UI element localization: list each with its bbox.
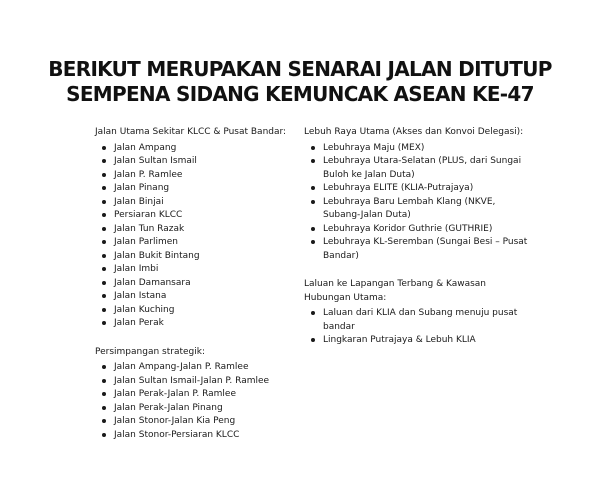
list-item: Lingkaran Putrajaya & Lebuh KLIA [304,334,532,348]
main-roads-list [95,142,295,331]
section-heading-junctions: Persimpangan strategik: [95,346,205,357]
section-highways [304,126,532,263]
list-item: Jalan Parlimen [95,236,295,250]
list-item: Jalan Stonor-Persiaran KLCC [95,429,295,443]
highways-list [304,142,532,264]
section-spacer [95,331,295,346]
section-heading-main-roads: Jalan Utama Sekitar KLCC & Pusat Bandar: [95,127,287,137]
right-column [304,126,532,348]
section-airport-routes [304,278,532,348]
list-item: Jalan Perak [95,317,295,331]
list-item: Lebuhraya Koridor Guthrie (GUTHRIE) [304,223,532,237]
list-item: Persiaran KLCC [95,209,295,223]
list-item: Jalan Kuching [95,304,295,318]
section-heading-airport-routes: Laluan ke Lapangan Terbang & Kawasan Hubungan Utama: [304,279,486,303]
page-title [0,57,600,107]
list-item: Jalan Sultan Ismail [95,155,295,169]
list-item: Jalan Perak-Jalan P. Ramlee [95,388,295,402]
list-item: Jalan Pinang [95,182,295,196]
list-item: Jalan Perak-Jalan Pinang [95,402,295,416]
list-item: Lebuhraya Utara-Selatan (PLUS, dari Sungai Buloh ke Jalan Duta) [304,155,532,182]
list-item: Lebuhraya KL-Seremban (Sungai Besi – Pusat Bandar) [304,236,532,263]
title-line-2: SEMPENA SIDANG KEMUNCAK ASEAN KE-47 [66,82,534,106]
list-item: Jalan Bukit Bintang [95,250,295,264]
list-item: Lebuhraya ELITE (KLIA-Putrajaya) [304,182,532,196]
list-item: Jalan Ampang [95,142,295,156]
list-item: Jalan P. Ramlee [95,169,295,183]
section-junctions [95,346,295,443]
list-item: Jalan Binjai [95,196,295,210]
list-item: Jalan Tun Razak [95,223,295,237]
airport-routes-list [304,307,532,348]
list-item: Lebuhraya Baru Lembah Klang (NKVE, Subang-Jalan Duta) [304,196,532,223]
list-item: Laluan dari KLIA dan Subang menuju pusat bandar [304,307,532,334]
list-item: Lebuhraya Maju (MEX) [304,142,532,156]
section-main-roads [95,126,295,331]
list-item: Jalan Istana [95,290,295,304]
list-item: Jalan Ampang-Jalan P. Ramlee [95,361,295,375]
title-line-1: BERIKUT MERUPAKAN SENARAI JALAN DITUTUP [48,57,552,81]
junctions-list [95,361,295,442]
left-column [95,126,295,442]
list-item: Jalan Damansara [95,277,295,291]
list-item: Jalan Sultan Ismail-Jalan P. Ramlee [95,375,295,389]
section-heading-highways: Lebuh Raya Utama (Akses dan Konvoi Delegasi): [304,127,524,137]
list-item: Jalan Stonor-Jalan Kia Peng [95,415,295,429]
list-item: Jalan Imbi [95,263,295,277]
